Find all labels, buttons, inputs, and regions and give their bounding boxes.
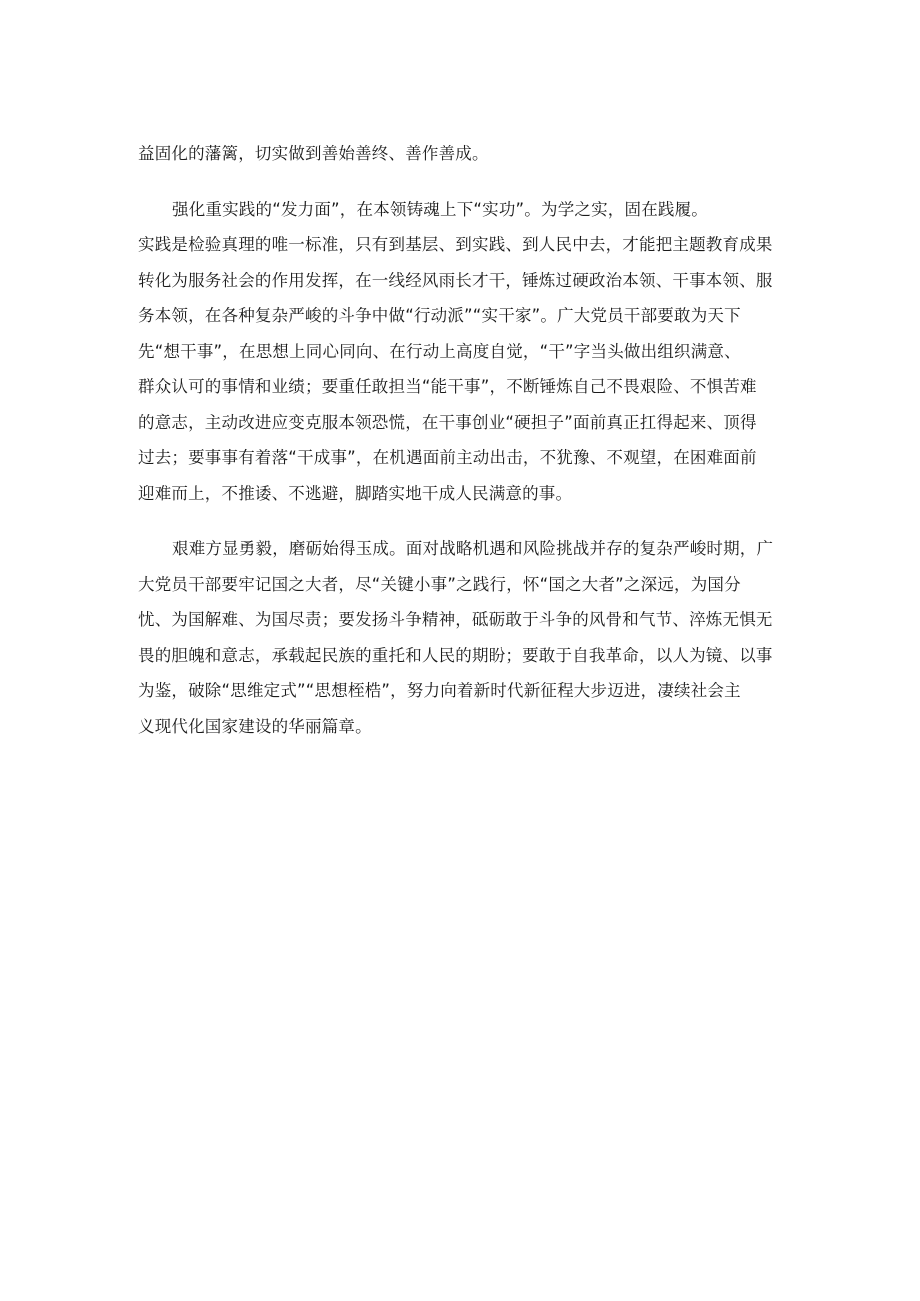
paragraph-2-line-7: 的意志，主动改进应变克服本领恐慌，在干事创业“硬担子”面前真正扛得起来、顶得 [138, 412, 757, 432]
paragraph-2 [138, 192, 798, 512]
paragraph-3-line-6: 义现代化国家建设的华丽篇章。 [138, 716, 372, 736]
paragraph-3-line-5: 为鉴，破除“思维定式”“思想桎梏”，努力向着新时代新征程大步迈进，凄续社会主 [138, 681, 741, 700]
paragraph-2-line-3: 转化为服务社会的作用发挥，在一线经风雨长才干，锤炼过硬政治本领、干事本领、服 [138, 270, 773, 290]
document-body [138, 136, 798, 744]
paragraph-2-line-2: 实践是检验真理的唯一标准，只有到基层、到实践、到人民中去，才能把主题教育成果 [138, 235, 773, 254]
paragraph-2-line-1: 强化重实践的“发力面”，在本领铸魂上下“实功”。为学之实，固在践履。 [172, 199, 708, 219]
paragraph-2-line-5: 先“想干事”，在思想上同心同向、在行动上高度自觉，“干”字当头做出组织满意、 [138, 341, 741, 361]
paragraph-2-line-9: 迎难而上，不推诿、不逃避，脚踏实地干成人民满意的事。 [138, 483, 573, 503]
paragraph-3-line-3: 忧、为国解难、为国尽责；要发扬斗争精神，砥砺敢于斗争的风骨和气节、淬炼无惧无 [138, 610, 773, 629]
paragraph-1-line-1: 益固化的藩篱，切实做到善始善终、善作善成。 [138, 144, 489, 163]
paragraph-2-line-8: 过去；要事事有着落“干成事”，在机遇面前主动出击，不犹豫、不观望，在困难面前 [138, 448, 757, 467]
paragraph-3-line-2: 大党员干部要牢记国之大者，尽“关键小事”之践行，怀“国之大者”之深远，为国分 [138, 574, 741, 594]
paragraph-2-line-4: 务本领，在各种复杂严峻的斗争中做“行动派”“实干家”。广大党员干部要敢为天下 [138, 306, 741, 325]
paragraph-2-line-6: 群众认可的事情和业绩；要重任敢担当“能干事”，不断锤炼自己不畏艰险、不惧苦难 [138, 377, 757, 396]
paragraph-3-line-4: 畏的胆魄和意志，承载起民族的重托和人民的期盼；要敢于自我革命，以人为镜、以事 [138, 645, 773, 665]
paragraph-1 [138, 136, 798, 172]
paragraph-3-line-1: 艰难方显勇毅，磨砺始得玉成。面对战略机遇和风险挑战并存的复杂严峻时期，广 [172, 539, 774, 558]
paragraph-3 [138, 531, 798, 744]
